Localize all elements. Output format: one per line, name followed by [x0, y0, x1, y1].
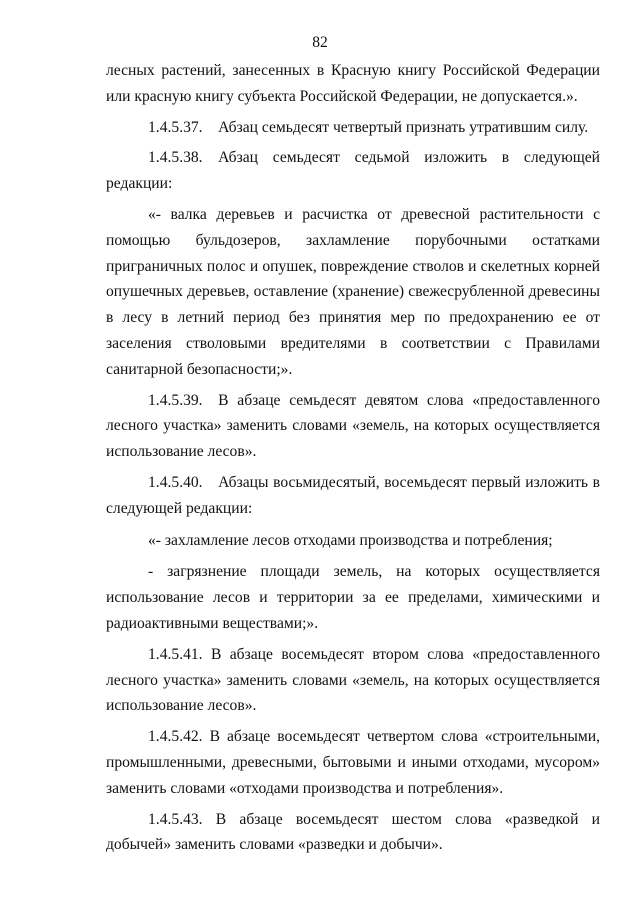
- paragraph-continuation: лесных растений, занесенных в Красную книгу Российской Федерации или красную книгу субъекта Российской Федерации, не допускается.».: [106, 62, 600, 105]
- paragraph-1-4-5-37: 1.4.5.37. Абзац семьдесят четвертый признать утратившим силу.: [148, 118, 589, 136]
- paragraph-quoted-pollution-clause: - загрязнение площади земель, на которых осуществляется использование лесов и территории за ее пределами, химическими и радиоактивными веществами;».: [106, 563, 600, 632]
- paragraph-quoted-logging-clause: «- валка деревьев и расчистка от древесной растительности с помощью бульдозеров, захламление порубочными остатками приграничных полос и опушек, повреждение стволов и скелетных корней опушечных деревьев, оставление (хранение) свежесрубленной древесины в лесу в летний период без принятия мер по предохранению ее от заселения стволовыми вредителями в соответствии с Правилами санитарной безопасности;».: [106, 205, 600, 378]
- paragraph-1-4-5-42: 1.4.5.42. В абзаце восемьдесят четвертом слова «строительными, промышленными, древесными, бытовыми и иными отходами, мусором» заменить словами «отходами производства и потребления».: [106, 728, 600, 797]
- page-number: 82: [312, 34, 328, 51]
- document-body: [106, 58, 600, 858]
- paragraph-1-4-5-40: 1.4.5.40. Абзацы восьмидесятый, восемьдесят первый изложить в следующей редакции:: [106, 473, 600, 517]
- paragraph-quoted-waste-clause: «- захламление лесов отходами производства и потребления;: [148, 531, 553, 549]
- paragraph-1-4-5-39: 1.4.5.39. В абзаце семьдесят девятом слова «предоставленного лесного участка» заменить словами «земель, на которых осуществляется использование лесов».: [106, 391, 600, 461]
- paragraph-1-4-5-38: 1.4.5.38. Абзац семьдесят седьмой изложить в следующей редакции:: [106, 149, 600, 193]
- paragraph-1-4-5-41: 1.4.5.41. В абзаце восемьдесят втором слова «предоставленного лесного участка» заменить словами «земель, на которых осуществляется использование лесов».: [106, 645, 600, 715]
- paragraph-1-4-5-43: 1.4.5.43. В абзаце восемьдесят шестом слова «разведкой и добычей» заменить словами «разведки и добычи».: [106, 810, 600, 854]
